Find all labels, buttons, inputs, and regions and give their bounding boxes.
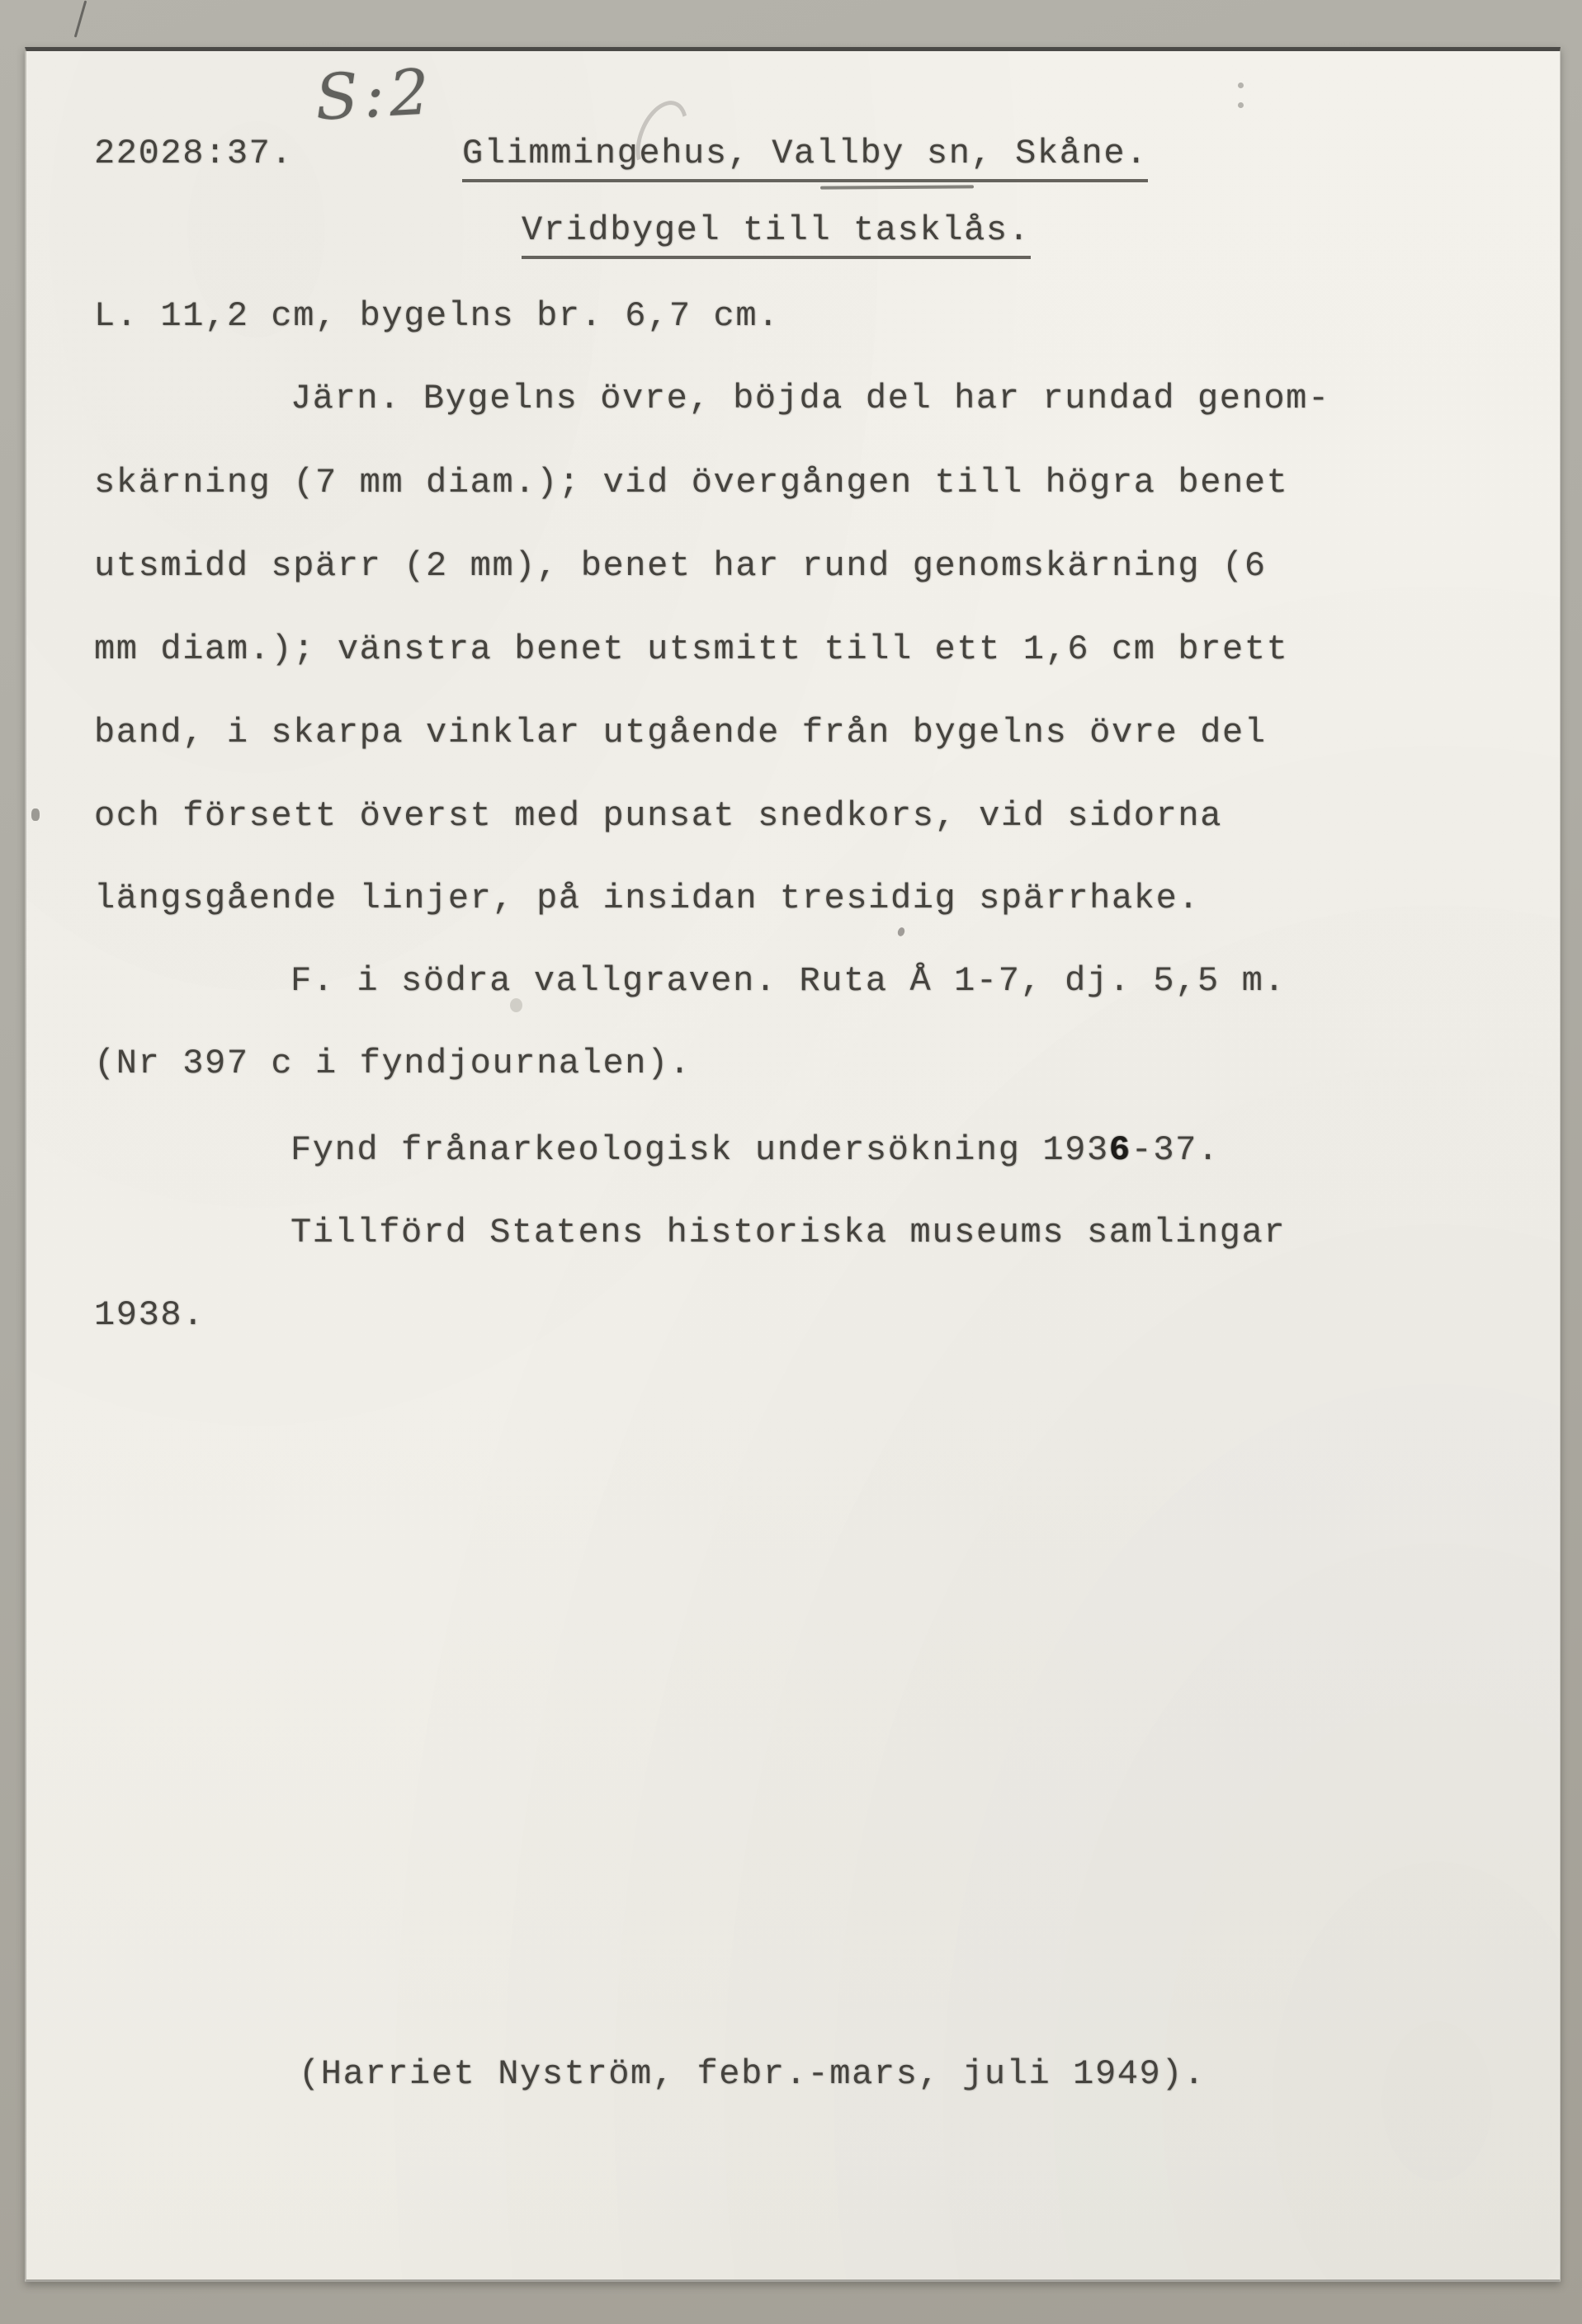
- extra-underline-stroke: [820, 185, 974, 189]
- description-line: utsmidd spärr (2 mm), benet har rund genomskärning (6: [94, 546, 1267, 586]
- excavation-line: [290, 1129, 1220, 1172]
- excavation-line-prefix: Fynd frånarkeologisk undersökning 193: [290, 1130, 1109, 1170]
- card-subtitle: [522, 209, 1031, 252]
- acquisition-line: Tillförd Statens historiska museums samlingar: [290, 1213, 1287, 1252]
- description-line: och försett överst med punsat snedkors, vid sidorna: [94, 796, 1223, 836]
- inventory-number: 22028:37.: [94, 134, 294, 173]
- ink-speck: [896, 926, 905, 937]
- scratch-mark: [74, 0, 87, 37]
- pencil-smudge: [1238, 82, 1244, 88]
- description-line: längsgående linjer, på insidan tresidig spärrhake.: [94, 879, 1201, 918]
- description-line: Järn. Bygelns övre, böjda del har rundad genom-: [290, 379, 1330, 418]
- card-title-text: Glimmingehus, Vallby sn, Skåne.: [462, 134, 1148, 182]
- acquisition-year: 1938.: [94, 1295, 205, 1335]
- catalog-card: [25, 47, 1561, 2282]
- card-subtitle-text: Vridbygel till tasklås.: [522, 210, 1031, 259]
- dimensions-line: L. 11,2 cm, bygelns br. 6,7 cm.: [94, 296, 780, 336]
- description-line: mm diam.); vänstra benet utsmitt till ett 1,6 cm brett: [94, 629, 1289, 669]
- description-line: skärning (7 mm diam.); vid övergången till högra benet: [94, 463, 1289, 502]
- find-context-line: F. i södra vallgraven. Ruta Å 1-7, dj. 5,5 m.: [290, 961, 1287, 1001]
- overstruck-digit: 6: [1108, 1130, 1131, 1170]
- credit-line: (Harriet Nyström, febr.-mars, juli 1949).: [299, 2054, 1206, 2094]
- pencil-classmark: S:2: [313, 54, 437, 134]
- excavation-line-suffix: -37.: [1131, 1130, 1220, 1170]
- card-title: [462, 132, 1148, 176]
- ink-speck: [31, 808, 40, 821]
- description-line: band, i skarpa vinklar utgående från bygelns övre del: [94, 713, 1267, 752]
- find-journal-line: (Nr 397 c i fyndjournalen).: [94, 1044, 692, 1083]
